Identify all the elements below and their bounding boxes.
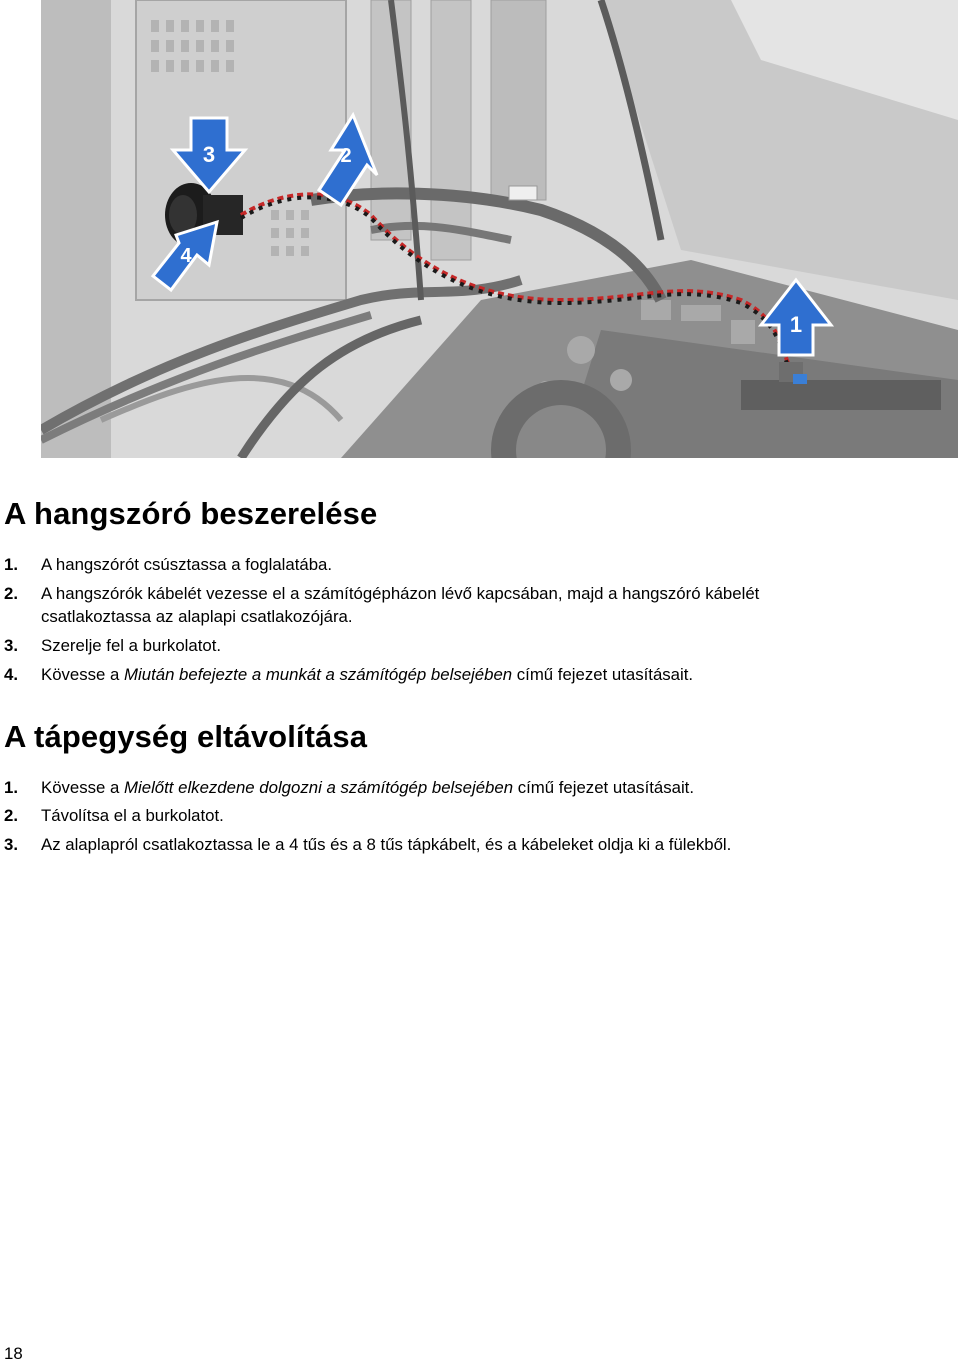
- step-text-post: című fejezet utasításait.: [513, 778, 695, 797]
- arrow-label-2: 2: [340, 145, 352, 167]
- step-text: Az alaplapról csatlakoztassa le a 4 tűs és a 8 tűs tápkábelt, és a kábeleket oldja ki a fülekből.: [41, 835, 732, 854]
- step-number: 3.: [4, 636, 18, 655]
- step-number: 4.: [4, 665, 18, 684]
- step-text-pre: Kövesse a: [41, 665, 125, 684]
- list-item: [4, 663, 759, 686]
- step-number: 2.: [4, 806, 18, 825]
- list-item: [4, 776, 731, 799]
- step-text-line2: csatlakoztassa az alaplapi csatlakozójára.: [41, 607, 353, 626]
- page-number: 18: [4, 1344, 23, 1363]
- computer-interior-illustration: [41, 0, 958, 458]
- list-item: [4, 804, 731, 827]
- speaker-installation-figure: [41, 0, 958, 458]
- step-text-line1: A hangszórók kábelét vezesse el a számítógépházon lévő kapcsában, majd a hangszóró kábelét: [41, 584, 760, 603]
- arrow-label-1: 1: [789, 312, 803, 337]
- step-text-post: című fejezet utasításait.: [512, 665, 694, 684]
- list-item: [4, 634, 759, 657]
- chapter-reference-link[interactable]: Miután befejezte a munkát a számítógép belsejében: [124, 665, 513, 684]
- step-text: Szerelje fel a burkolatot.: [41, 636, 222, 655]
- chapter-reference-link[interactable]: Mielőtt elkezdene dolgozni a számítógép belsejében: [124, 778, 514, 797]
- step-number: 3.: [4, 835, 18, 854]
- list-item: [4, 553, 759, 576]
- step-text: A hangszórót csúsztassa a foglalatába.: [41, 555, 333, 574]
- psu-removal-steps: [4, 776, 731, 856]
- step-number: 2.: [4, 584, 18, 603]
- arrow-label-3: 3: [202, 142, 216, 167]
- step-text: Távolítsa el a burkolatot.: [41, 806, 224, 825]
- list-item: [4, 833, 731, 856]
- step-text-pre: Kövesse a: [41, 778, 125, 797]
- speaker-install-steps: [4, 553, 759, 686]
- list-item: [4, 582, 759, 628]
- section-title-psu-removal: A tápegység eltávolítása: [4, 719, 368, 754]
- arrow-label-4: 4: [180, 245, 192, 267]
- section-title-speaker-install: A hangszóró beszerelése: [4, 496, 378, 531]
- step-number: 1.: [4, 778, 18, 797]
- step-number: 1.: [4, 555, 18, 574]
